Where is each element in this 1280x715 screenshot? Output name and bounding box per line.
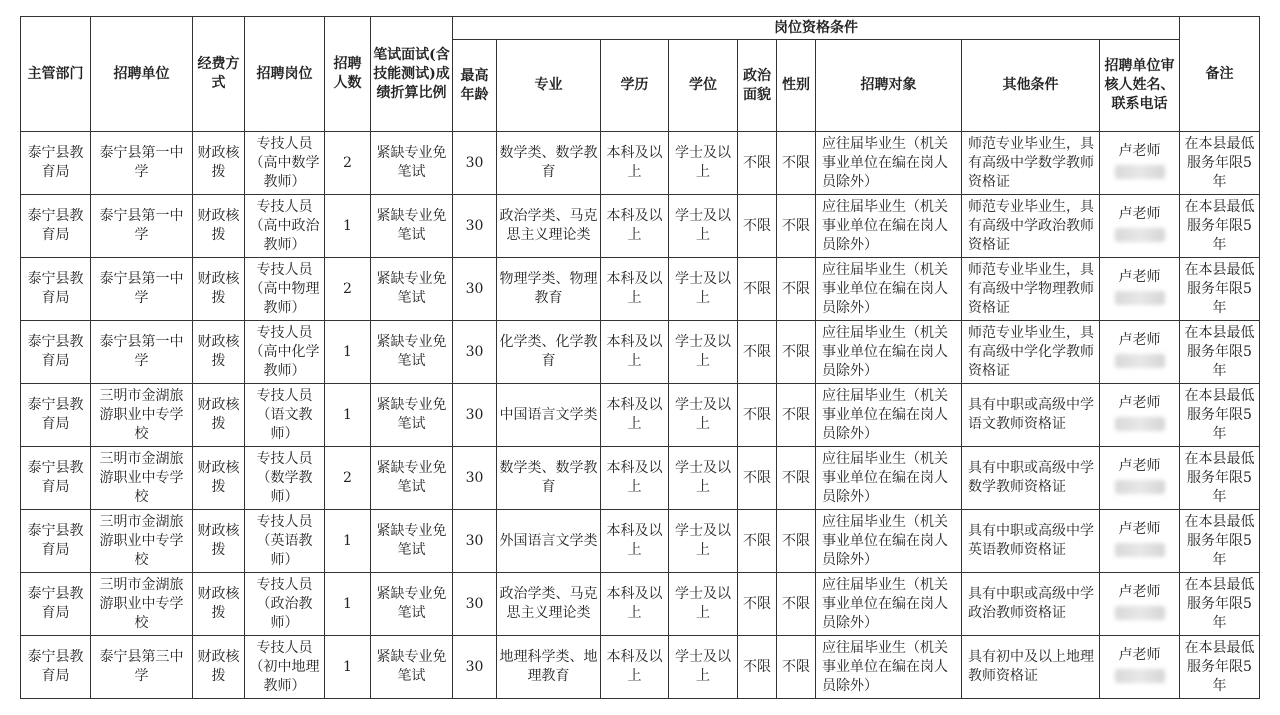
redacted-phone (1115, 291, 1165, 305)
cell-political: 不限 (738, 510, 777, 573)
cell-political: 不限 (738, 321, 777, 384)
cell-degree: 学士及以上 (669, 447, 738, 510)
cell-funding: 财政核拨 (193, 132, 245, 195)
cell-note: 在本县最低服务年限5年 (1180, 510, 1260, 573)
cell-position: 专技人员（高中物理教师） (245, 258, 325, 321)
cell-dept: 泰宁县教育局 (21, 321, 91, 384)
header-edu: 学历 (601, 40, 669, 132)
cell-unit: 泰宁县第一中学 (91, 258, 193, 321)
cell-other: 具有中职或高级中学数学教师资格证 (962, 447, 1100, 510)
cell-edu: 本科及以上 (601, 447, 669, 510)
cell-political: 不限 (738, 258, 777, 321)
cell-gender: 不限 (777, 573, 816, 636)
reviewer-name: 卢老师 (1118, 331, 1161, 348)
cell-note: 在本县最低服务年限5年 (1180, 636, 1260, 699)
cell-unit: 泰宁县第一中学 (91, 195, 193, 258)
cell-count: 1 (325, 384, 371, 447)
cell-age: 30 (453, 258, 497, 321)
cell-degree: 学士及以上 (669, 636, 738, 699)
cell-edu: 本科及以上 (601, 573, 669, 636)
cell-unit: 泰宁县第一中学 (91, 132, 193, 195)
cell-political: 不限 (738, 384, 777, 447)
cell-target: 应往届毕业生（机关事业单位在编在岗人员除外） (816, 384, 962, 447)
table-row (21, 573, 1260, 636)
cell-target: 应往届毕业生（机关事业单位在编在岗人员除外） (816, 321, 962, 384)
header-degree: 学位 (669, 40, 738, 132)
table-row (21, 636, 1260, 699)
cell-unit: 三明市金湖旅游职业中专学校 (91, 510, 193, 573)
cell-unit: 泰宁县第一中学 (91, 321, 193, 384)
cell-dept: 泰宁县教育局 (21, 510, 91, 573)
cell-unit: 三明市金湖旅游职业中专学校 (91, 384, 193, 447)
cell-note: 在本县最低服务年限5年 (1180, 447, 1260, 510)
cell-degree: 学士及以上 (669, 195, 738, 258)
cell-edu: 本科及以上 (601, 258, 669, 321)
header-unit: 招聘单位 (91, 17, 193, 132)
cell-funding: 财政核拨 (193, 510, 245, 573)
cell-degree: 学士及以上 (669, 132, 738, 195)
cell-edu: 本科及以上 (601, 510, 669, 573)
cell-position: 专技人员（语文教师） (245, 384, 325, 447)
redacted-phone (1115, 165, 1165, 179)
cell-major: 物理学类、物理教育 (497, 258, 601, 321)
cell-edu: 本科及以上 (601, 636, 669, 699)
cell-gender: 不限 (777, 195, 816, 258)
cell-other: 具有初中及以上地理教师资格证 (962, 636, 1100, 699)
cell-ratio: 紧缺专业免笔试 (371, 258, 453, 321)
reviewer-name: 卢老师 (1118, 583, 1161, 600)
cell-major: 地理科学类、地理教育 (497, 636, 601, 699)
cell-age: 30 (453, 384, 497, 447)
reviewer-name: 卢老师 (1118, 646, 1161, 663)
cell-gender: 不限 (777, 510, 816, 573)
table-row (21, 195, 1260, 258)
cell-age: 30 (453, 636, 497, 699)
cell-target: 应往届毕业生（机关事业单位在编在岗人员除外） (816, 636, 962, 699)
cell-ratio: 紧缺专业免笔试 (371, 510, 453, 573)
cell-gender: 不限 (777, 132, 816, 195)
cell-reviewer (1100, 384, 1180, 447)
cell-unit: 泰宁县第三中学 (91, 636, 193, 699)
redacted-phone (1115, 228, 1165, 242)
cell-edu: 本科及以上 (601, 132, 669, 195)
cell-position: 专技人员（英语教师） (245, 510, 325, 573)
cell-target: 应往届毕业生（机关事业单位在编在岗人员除外） (816, 447, 962, 510)
cell-note: 在本县最低服务年限5年 (1180, 195, 1260, 258)
cell-other: 具有中职或高级中学语文教师资格证 (962, 384, 1100, 447)
cell-other: 师范专业毕业生，具有高级中学化学教师资格证 (962, 321, 1100, 384)
cell-political: 不限 (738, 195, 777, 258)
cell-funding: 财政核拨 (193, 447, 245, 510)
cell-count: 2 (325, 258, 371, 321)
cell-major: 化学类、化学教育 (497, 321, 601, 384)
cell-age: 30 (453, 510, 497, 573)
cell-count: 1 (325, 195, 371, 258)
header-count: 招聘人数 (325, 17, 371, 132)
cell-ratio: 紧缺专业免笔试 (371, 573, 453, 636)
cell-position: 专技人员（高中数学教师） (245, 132, 325, 195)
header-reviewer: 招聘单位审核人姓名、联系电话 (1100, 40, 1180, 132)
header-funding: 经费方式 (193, 17, 245, 132)
table-row (21, 384, 1260, 447)
cell-reviewer (1100, 321, 1180, 384)
cell-funding: 财政核拨 (193, 384, 245, 447)
cell-gender: 不限 (777, 258, 816, 321)
cell-reviewer (1100, 573, 1180, 636)
cell-reviewer (1100, 447, 1180, 510)
cell-gender: 不限 (777, 636, 816, 699)
cell-dept: 泰宁县教育局 (21, 258, 91, 321)
cell-position: 专技人员（高中化学教师） (245, 321, 325, 384)
cell-funding: 财政核拨 (193, 258, 245, 321)
cell-dept: 泰宁县教育局 (21, 195, 91, 258)
cell-ratio: 紧缺专业免笔试 (371, 447, 453, 510)
header-position: 招聘岗位 (245, 17, 325, 132)
cell-reviewer (1100, 195, 1180, 258)
cell-count: 1 (325, 510, 371, 573)
cell-unit: 三明市金湖旅游职业中专学校 (91, 447, 193, 510)
cell-reviewer (1100, 258, 1180, 321)
cell-edu: 本科及以上 (601, 195, 669, 258)
cell-target: 应往届毕业生（机关事业单位在编在岗人员除外） (816, 195, 962, 258)
cell-funding: 财政核拨 (193, 195, 245, 258)
header-major: 专业 (497, 40, 601, 132)
cell-target: 应往届毕业生（机关事业单位在编在岗人员除外） (816, 258, 962, 321)
cell-other: 具有中职或高级中学政治教师资格证 (962, 573, 1100, 636)
reviewer-name: 卢老师 (1118, 457, 1161, 474)
cell-major: 中国语言文学类 (497, 384, 601, 447)
cell-ratio: 紧缺专业免笔试 (371, 384, 453, 447)
cell-political: 不限 (738, 636, 777, 699)
cell-position: 专技人员（政治教师） (245, 573, 325, 636)
cell-dept: 泰宁县教育局 (21, 447, 91, 510)
cell-unit: 三明市金湖旅游职业中专学校 (91, 573, 193, 636)
cell-target: 应往届毕业生（机关事业单位在编在岗人员除外） (816, 573, 962, 636)
cell-political: 不限 (738, 447, 777, 510)
cell-count: 1 (325, 573, 371, 636)
redacted-phone (1115, 543, 1165, 557)
cell-note: 在本县最低服务年限5年 (1180, 258, 1260, 321)
recruitment-table (20, 16, 1260, 699)
header-qualifications: 岗位资格条件 (453, 17, 1180, 40)
reviewer-name: 卢老师 (1118, 142, 1161, 159)
header-other: 其他条件 (962, 40, 1100, 132)
cell-other: 师范专业毕业生，具有高级中学物理教师资格证 (962, 258, 1100, 321)
cell-ratio: 紧缺专业免笔试 (371, 636, 453, 699)
cell-dept: 泰宁县教育局 (21, 384, 91, 447)
redacted-phone (1115, 669, 1165, 683)
header-gender: 性别 (777, 40, 816, 132)
cell-gender: 不限 (777, 447, 816, 510)
cell-reviewer (1100, 132, 1180, 195)
redacted-phone (1115, 354, 1165, 368)
table-row (21, 510, 1260, 573)
cell-position: 专技人员（高中政治教师） (245, 195, 325, 258)
cell-funding: 财政核拨 (193, 636, 245, 699)
cell-age: 30 (453, 447, 497, 510)
header-dept: 主管部门 (21, 17, 91, 132)
cell-degree: 学士及以上 (669, 384, 738, 447)
cell-edu: 本科及以上 (601, 384, 669, 447)
cell-count: 1 (325, 321, 371, 384)
header-age: 最高年龄 (453, 40, 497, 132)
cell-dept: 泰宁县教育局 (21, 573, 91, 636)
cell-other: 师范专业毕业生，具有高级中学政治教师资格证 (962, 195, 1100, 258)
cell-degree: 学士及以上 (669, 573, 738, 636)
cell-note: 在本县最低服务年限5年 (1180, 384, 1260, 447)
cell-count: 2 (325, 132, 371, 195)
cell-other: 具有中职或高级中学英语教师资格证 (962, 510, 1100, 573)
cell-count: 2 (325, 447, 371, 510)
cell-degree: 学士及以上 (669, 510, 738, 573)
cell-degree: 学士及以上 (669, 258, 738, 321)
reviewer-name: 卢老师 (1118, 394, 1161, 411)
cell-age: 30 (453, 195, 497, 258)
cell-dept: 泰宁县教育局 (21, 636, 91, 699)
cell-ratio: 紧缺专业免笔试 (371, 321, 453, 384)
cell-target: 应往届毕业生（机关事业单位在编在岗人员除外） (816, 510, 962, 573)
table-row (21, 447, 1260, 510)
header-target: 招聘对象 (816, 40, 962, 132)
cell-degree: 学士及以上 (669, 321, 738, 384)
cell-age: 30 (453, 321, 497, 384)
cell-gender: 不限 (777, 384, 816, 447)
header-note: 备注 (1180, 17, 1260, 132)
cell-major: 政治学类、马克思主义理论类 (497, 573, 601, 636)
cell-political: 不限 (738, 132, 777, 195)
cell-position: 专技人员（数学教师） (245, 447, 325, 510)
table-row (21, 132, 1260, 195)
cell-other: 师范专业毕业生，具有高级中学数学教师资格证 (962, 132, 1100, 195)
cell-major: 外国语言文学类 (497, 510, 601, 573)
redacted-phone (1115, 417, 1165, 431)
reviewer-name: 卢老师 (1118, 205, 1161, 222)
table-row (21, 258, 1260, 321)
cell-count: 1 (325, 636, 371, 699)
cell-funding: 财政核拨 (193, 573, 245, 636)
reviewer-name: 卢老师 (1118, 520, 1161, 537)
cell-note: 在本县最低服务年限5年 (1180, 573, 1260, 636)
cell-dept: 泰宁县教育局 (21, 132, 91, 195)
redacted-phone (1115, 480, 1165, 494)
cell-age: 30 (453, 132, 497, 195)
header-ratio: 笔试面试(含技能测试)成绩折算比例 (371, 17, 453, 132)
cell-note: 在本县最低服务年限5年 (1180, 132, 1260, 195)
cell-reviewer (1100, 636, 1180, 699)
cell-note: 在本县最低服务年限5年 (1180, 321, 1260, 384)
recruitment-table-sheet (20, 16, 1260, 699)
cell-ratio: 紧缺专业免笔试 (371, 195, 453, 258)
cell-political: 不限 (738, 573, 777, 636)
cell-major: 数学类、数学教育 (497, 132, 601, 195)
cell-edu: 本科及以上 (601, 321, 669, 384)
cell-age: 30 (453, 573, 497, 636)
cell-ratio: 紧缺专业免笔试 (371, 132, 453, 195)
cell-major: 数学类、数学教育 (497, 447, 601, 510)
cell-major: 政治学类、马克思主义理论类 (497, 195, 601, 258)
cell-position: 专技人员（初中地理教师） (245, 636, 325, 699)
table-row (21, 321, 1260, 384)
cell-funding: 财政核拨 (193, 321, 245, 384)
redacted-phone (1115, 606, 1165, 620)
cell-gender: 不限 (777, 321, 816, 384)
reviewer-name: 卢老师 (1118, 268, 1161, 285)
header-political: 政治面貌 (738, 40, 777, 132)
cell-target: 应往届毕业生（机关事业单位在编在岗人员除外） (816, 132, 962, 195)
cell-reviewer (1100, 510, 1180, 573)
